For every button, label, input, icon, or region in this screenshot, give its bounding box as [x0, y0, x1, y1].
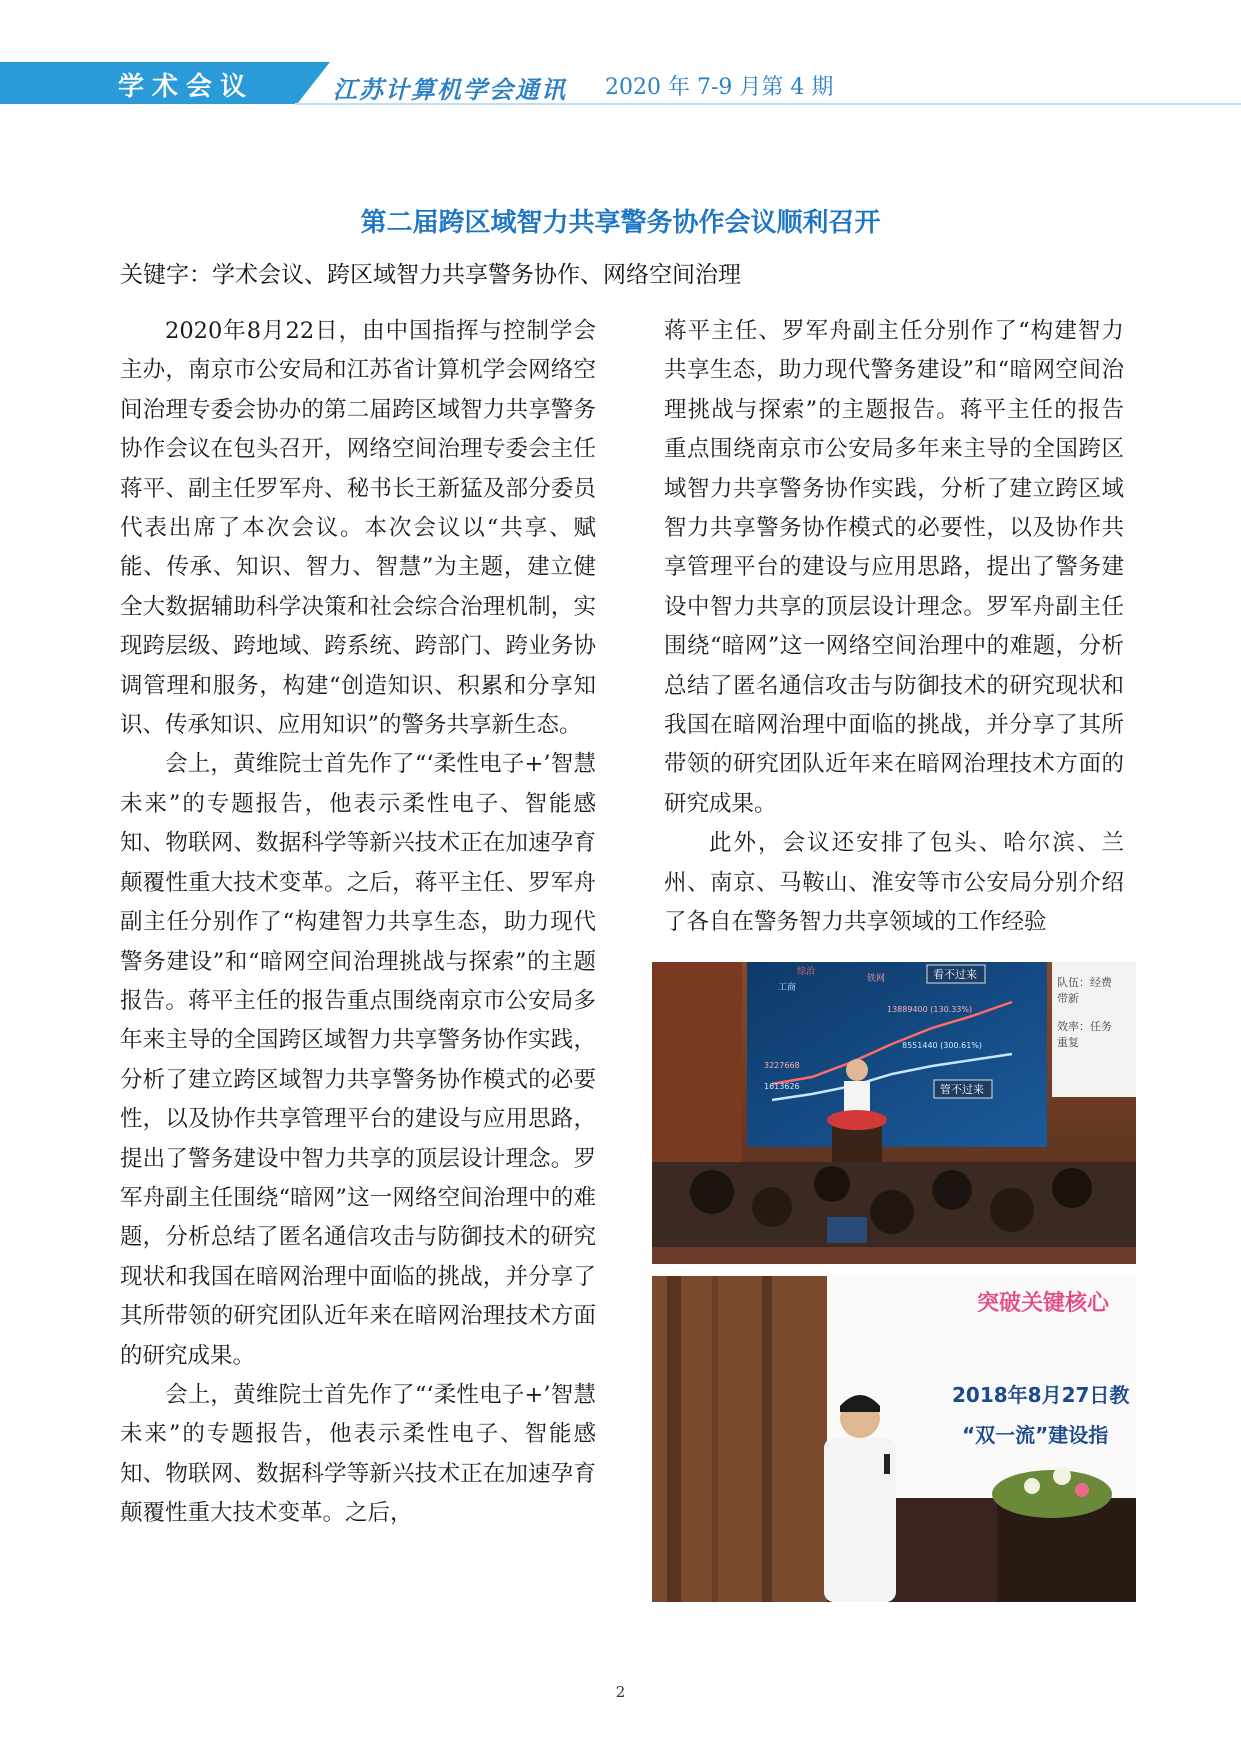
slide-label: 综治 — [797, 967, 816, 977]
right-column — [664, 312, 1124, 943]
paragraph: 蒋平主任、罗军舟副主任分别作了“构建智力共享生态，助力现代警务建设”和“暗网空间治理挑战与探索”的主题报告。蒋平主任的报告重点围绕南京市公安局多年来主导的全国跨区域智力共享警务协作实践，分析了建立跨区域智力共享警务协作模式的必要性，以及协作共享管理平台的建设与应用思路，提出了警务建设中智力共享的顶层设计理念。罗军舟副主任围绕“暗网”这一网络空间治理中的难题，分析总结了匿名通信攻击与防御技术的研究现状和我国在暗网治理中面临的挑战，并分享了其所带领的研究团队近年来在暗网治理技术方面的研究成果。 — [664, 318, 1124, 817]
article-keywords: 关键字：学术会议、跨区域智力共享警务协作、网络空间治理 — [120, 262, 741, 288]
issue-label: 2020 年 7-9 月第 4 期 — [605, 75, 834, 100]
data-label: 8551440 (300.61%) — [902, 1041, 983, 1050]
audience-head — [990, 1188, 1034, 1232]
laptop — [827, 1217, 867, 1243]
paragraph: 此外，会议还安排了包头、哈尔滨、兰州、南京、马鞍山、淮安等市公安局分别介绍了各自在警务智力共享领域的工作经验 — [664, 830, 1124, 936]
conference-photo-1 — [652, 962, 1136, 1264]
left-column — [120, 312, 596, 1534]
flowers — [827, 1110, 887, 1130]
slide-label: 铁网 — [867, 974, 886, 984]
page-number: 2 — [615, 1683, 626, 1701]
slide-heading: 突破关键核心 — [977, 1291, 1110, 1316]
side-text: 带新 — [1057, 992, 1079, 1005]
callout-text-bottom: 管不过来 — [940, 1083, 984, 1096]
audience-head — [690, 1170, 734, 1214]
audience-head — [1052, 1168, 1092, 1208]
section-label: 学术会议 — [118, 72, 255, 102]
flower — [1024, 1478, 1040, 1494]
callout-text-top: 看不过来 — [933, 968, 977, 981]
side-text: 队伍：经费 — [1057, 976, 1112, 989]
conference-photo-2 — [652, 1276, 1136, 1602]
slide-date: 2018年8月27日教 — [952, 1383, 1130, 1407]
slide-subtitle: “双一流”建设指 — [962, 1423, 1109, 1447]
audience-head — [932, 1170, 972, 1210]
paragraph: 2020年8月22日，由中国指挥与控制学会主办，南京市公安局和江苏省计算机学会网络空间治理专委会协办的第二届跨区域智力共享警务协作会议在包头召开，网络空间治理专委会主任蒋平、副主任罗军舟、秘书长王新猛及部分委员代表出席了本次会议。本次会议以“共享、赋能、传承、知识、智力、智慧”为主题，建立健全大数据辅助科学决策和社会综合治理机制，实现跨层级、跨地域、跨系统、跨部门、跨业务协调管理和服务，构建“创造知识、积累和分享知识、传承知识、应用知识”的警务共享新生态。 — [120, 318, 596, 739]
data-label: 13889400 (130.33%) — [887, 1005, 973, 1014]
article-title: 第二届跨区域智力共享警务协作会议顺利召开 — [360, 208, 881, 238]
data-label: 1613626 — [764, 1082, 800, 1091]
paragraph: 会上，黄维院士首先作了“‘柔性电子+’智慧未来”的专题报告，他表示柔性电子、智能感知、物联网、数据科学等新兴技术正在加速孕育颠覆性重大技术变革。之后， — [120, 1381, 596, 1527]
side-text: 效率：任务 — [1057, 1020, 1112, 1033]
data-label: 3227668 — [764, 1061, 800, 1070]
publication-name: 江苏计算机学会通讯 — [333, 75, 567, 104]
audience-head — [870, 1190, 914, 1234]
flower — [1053, 1467, 1071, 1485]
slide-label: 工商 — [778, 983, 797, 993]
side-text: 重复 — [1057, 1036, 1079, 1049]
flower — [1075, 1483, 1089, 1497]
speaker-head — [846, 1059, 868, 1081]
microphone — [884, 1454, 890, 1474]
audience-head — [814, 1166, 850, 1202]
audience-head — [752, 1187, 792, 1227]
paragraph: 会上，黄维院士首先作了“‘柔性电子+’智慧未来”的专题报告，他表示柔性电子、智能感知、物联网、数据科学等新兴技术正在加速孕育颠覆性重大技术变革。之后，蒋平主任、罗军舟副主任分别作了“构建智力共享生态，助力现代警务建设”和“暗网空间治理挑战与探索”的主题报告。蒋平主任的报告重点围绕南京市公安局多年来主导的全国跨区域智力共享警务协作实践，分析了建立跨区域智力共享警务协作模式的必要性，以及协作共享管理平台的建设与应用思路，提出了警务建设中智力共享的顶层设计理念。罗军舟副主任围绕“暗网”这一网络空间治理中的难题，分析总结了匿名通信攻击与防御技术的研究现状和我国在暗网治理中面临的挑战，并分享了其所带领的研究团队近年来在暗网治理技术方面的研究成果。 — [120, 751, 596, 1369]
flowers — [992, 1470, 1112, 1518]
